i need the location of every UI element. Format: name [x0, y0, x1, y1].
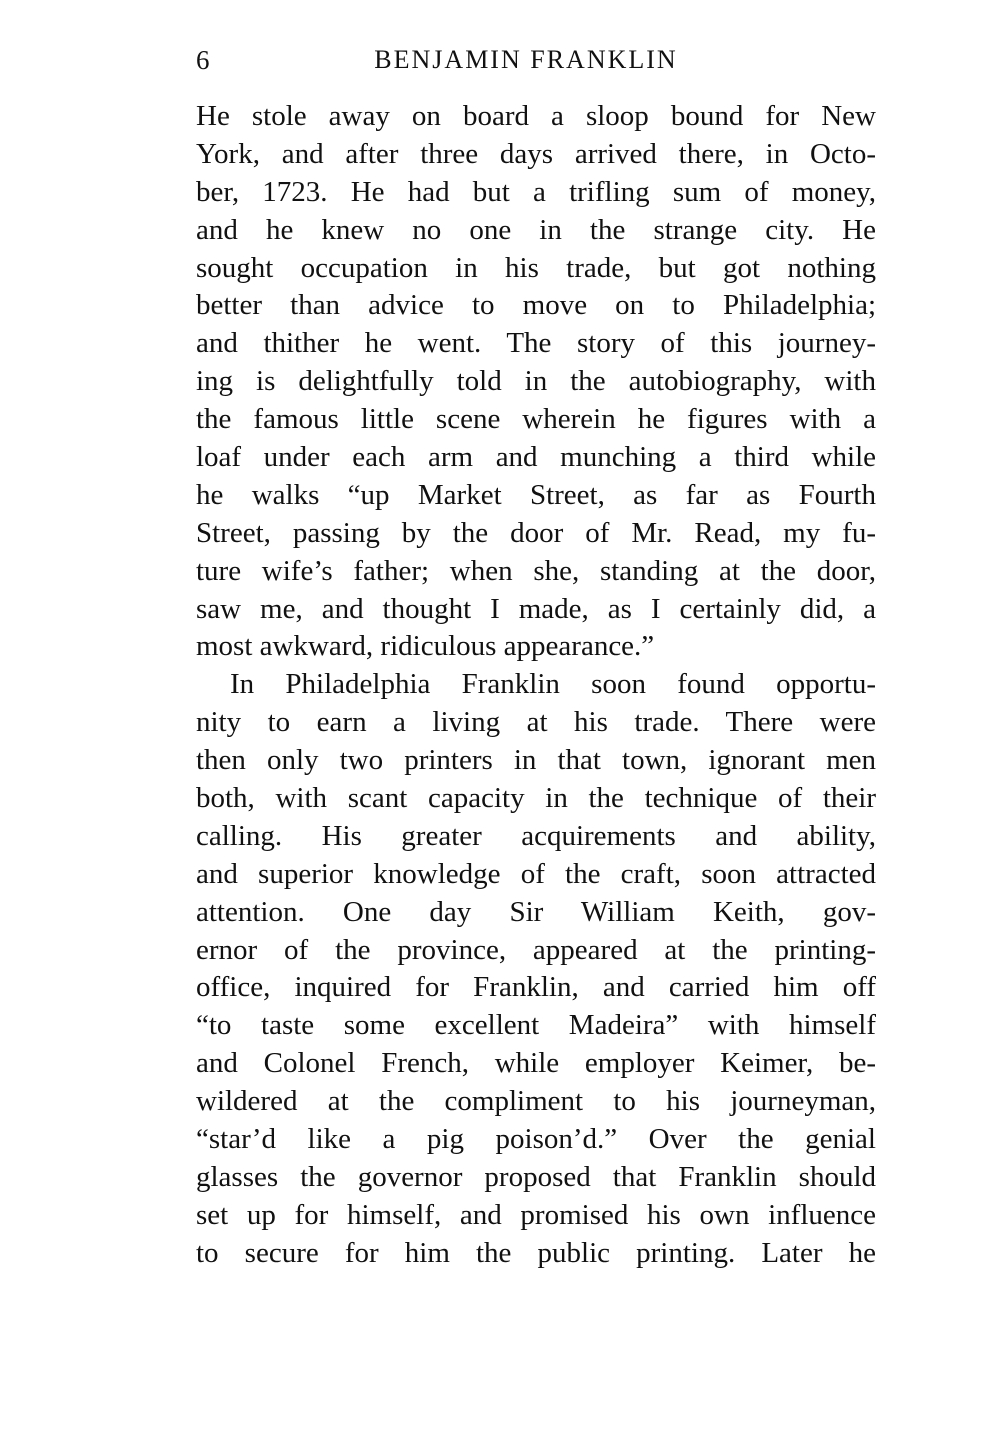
running-title: BENJAMIN FRANKLIN — [374, 45, 678, 74]
text-line: both, with scant capacity in the technique of their — [196, 782, 876, 815]
body-text — [196, 98, 876, 1273]
text-line: ing is delightfully told in the autobiography, with — [196, 365, 876, 398]
text-line: Street, passing by the door of Mr. Read, my fu- — [196, 516, 876, 549]
text-line: sought occupation in his trade, but got nothing — [196, 251, 876, 284]
running-head — [196, 40, 876, 80]
text-line: and thither he went. The story of this journey- — [196, 327, 876, 360]
text-line: York, and after three days arrived there, in Octo- — [196, 137, 876, 170]
text-line: better than advice to move on to Philadelphia; — [196, 289, 876, 322]
text-line: the famous little scene wherein he figures with a — [196, 403, 876, 436]
text-line: calling. His greater acquirements and ability, — [196, 819, 876, 852]
paragraph-2 — [196, 666, 876, 1272]
text-line: glasses the governor proposed that Franklin should — [196, 1160, 876, 1193]
text-line: attention. One day Sir William Keith, gov- — [196, 895, 876, 928]
text-line: loaf under each arm and munching a third while — [196, 441, 876, 474]
text-line: In Philadelphia Franklin soon found opportu- — [230, 668, 876, 701]
text-line: to secure for him the public printing. Later he — [196, 1236, 876, 1269]
text-line: ernor of the province, appeared at the printing- — [196, 933, 876, 966]
page-number: 6 — [196, 45, 210, 75]
text-line: most awkward, ridiculous appearance.” — [196, 630, 655, 663]
text-line: ber, 1723. He had but a trifling sum of money, — [196, 175, 876, 208]
text-line: wildered at the compliment to his journeyman, — [196, 1085, 876, 1118]
text-line: and he knew no one in the strange city. He — [196, 213, 876, 246]
text-line: office, inquired for Franklin, and carried him off — [196, 971, 876, 1004]
text-line: and Colonel French, while employer Keimer, be- — [196, 1047, 876, 1080]
text-line: ture wife’s father; when she, standing at the door, — [196, 554, 876, 587]
text-line: “star’d like a pig poison’d.” Over the genial — [196, 1123, 876, 1156]
text-line: He stole away on board a sloop bound for New — [196, 100, 876, 132]
text-line: saw me, and thought I made, as I certainly did, a — [196, 592, 876, 625]
paragraph-1 — [196, 98, 876, 666]
text-line: “to taste some excellent Madeira” with himself — [196, 1009, 876, 1042]
text-line: nity to earn a living at his trade. There were — [196, 706, 876, 739]
text-line: he walks “up Market Street, as far as Fourth — [196, 478, 876, 511]
text-line: then only two printers in that town, ignorant men — [196, 744, 876, 777]
text-line: set up for himself, and promised his own influence — [196, 1198, 876, 1231]
text-line: and superior knowledge of the craft, soon attracted — [196, 857, 876, 890]
